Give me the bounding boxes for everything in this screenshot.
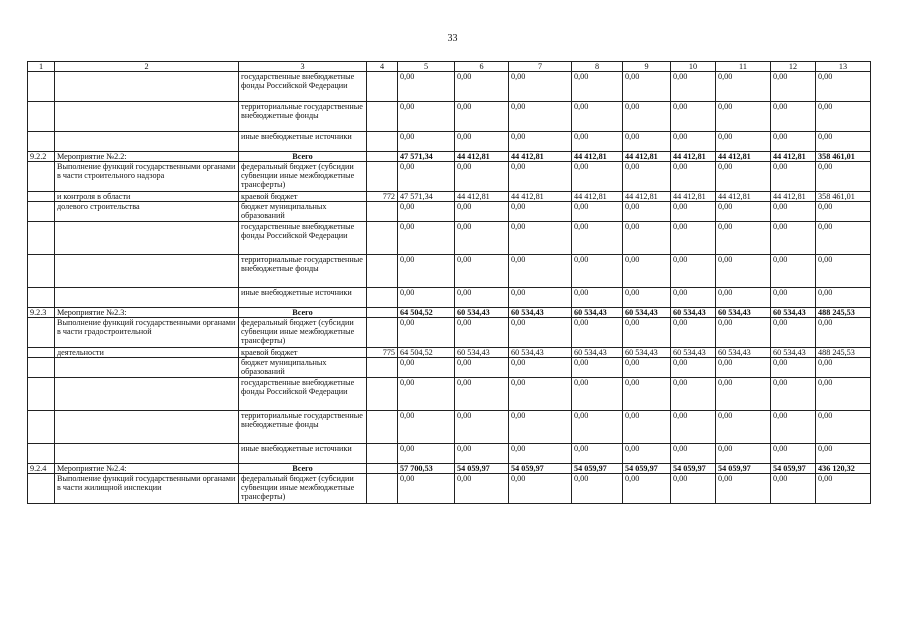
value-cell: 0,00	[716, 288, 771, 308]
total-row	[28, 152, 871, 162]
value-cell: 54 059,97	[455, 464, 509, 474]
value-cell: 0,00	[455, 222, 509, 255]
value-cell: 60 534,43	[455, 308, 509, 318]
budget-code	[367, 202, 398, 222]
value-cell: 0,00	[816, 444, 871, 464]
value-cell: 0,00	[398, 202, 455, 222]
row-code	[28, 192, 55, 202]
value-cell: 0,00	[816, 202, 871, 222]
funding-source: федеральный бюджет (субсидии субвенции иные межбюджетные трансферты)	[239, 162, 367, 192]
value-cell: 358 461,01	[816, 192, 871, 202]
value-cell: 64 504,52	[398, 308, 455, 318]
value-cell: 54 059,97	[771, 464, 816, 474]
value-cell: 0,00	[671, 222, 716, 255]
value-cell: 0,00	[398, 318, 455, 348]
value-cell: 60 534,43	[771, 348, 816, 358]
activity-name	[55, 72, 239, 102]
value-cell: 0,00	[455, 378, 509, 411]
budget-code	[367, 288, 398, 308]
value-cell: 54 059,97	[509, 464, 572, 474]
value-cell: 0,00	[509, 162, 572, 192]
activity-name	[55, 102, 239, 132]
value-cell: 60 534,43	[671, 308, 716, 318]
value-cell: 44 412,81	[771, 192, 816, 202]
value-cell: 0,00	[716, 318, 771, 348]
column-header: 11	[716, 62, 771, 72]
value-cell: 0,00	[398, 102, 455, 132]
value-cell: 0,00	[509, 72, 572, 102]
value-cell: 54 059,97	[572, 464, 623, 474]
row-code	[28, 444, 55, 464]
row-code	[28, 474, 55, 504]
value-cell: 358 461,01	[816, 152, 871, 162]
value-cell: 0,00	[455, 72, 509, 102]
value-cell: 0,00	[572, 318, 623, 348]
funding-source: иные внебюджетные источники	[239, 132, 367, 152]
value-cell: 64 504,52	[398, 348, 455, 358]
column-header: 8	[572, 62, 623, 72]
value-cell: 0,00	[623, 411, 671, 444]
row-code	[28, 318, 55, 348]
funding-source: территориальные государственные внебюджетные фонды	[239, 255, 367, 288]
value-cell: 0,00	[398, 72, 455, 102]
budget-table	[27, 61, 871, 504]
value-cell: 0,00	[572, 378, 623, 411]
value-cell: 0,00	[623, 72, 671, 102]
row-code	[28, 358, 55, 378]
table-row	[28, 132, 871, 152]
value-cell: 44 412,81	[623, 152, 671, 162]
funding-source: Всего	[239, 308, 367, 318]
activity-name	[55, 411, 239, 444]
table-row	[28, 255, 871, 288]
table-row	[28, 318, 871, 348]
value-cell: 0,00	[771, 318, 816, 348]
value-cell: 0,00	[623, 222, 671, 255]
value-cell: 0,00	[509, 444, 572, 464]
value-cell: 0,00	[771, 288, 816, 308]
value-cell: 44 412,81	[623, 192, 671, 202]
value-cell: 44 412,81	[771, 152, 816, 162]
value-cell: 0,00	[816, 255, 871, 288]
value-cell: 0,00	[455, 444, 509, 464]
value-cell: 488 245,53	[816, 308, 871, 318]
column-header: 4	[367, 62, 398, 72]
row-code	[28, 255, 55, 288]
column-header: 13	[816, 62, 871, 72]
value-cell: 0,00	[455, 318, 509, 348]
column-header: 1	[28, 62, 55, 72]
value-cell: 0,00	[816, 102, 871, 132]
value-cell: 60 534,43	[623, 348, 671, 358]
value-cell: 0,00	[509, 358, 572, 378]
value-cell: 0,00	[623, 255, 671, 288]
activity-name	[55, 444, 239, 464]
value-cell: 0,00	[572, 444, 623, 464]
value-cell: 0,00	[623, 378, 671, 411]
budget-code	[367, 72, 398, 102]
value-cell: 0,00	[816, 474, 871, 504]
value-cell: 57 700,53	[398, 464, 455, 474]
value-cell: 0,00	[623, 474, 671, 504]
column-header: 3	[239, 62, 367, 72]
value-cell: 0,00	[671, 358, 716, 378]
value-cell: 0,00	[572, 132, 623, 152]
header-row	[28, 62, 871, 72]
value-cell: 0,00	[816, 288, 871, 308]
value-cell: 44 412,81	[572, 192, 623, 202]
value-cell: 0,00	[398, 378, 455, 411]
value-cell: 0,00	[716, 132, 771, 152]
value-cell: 0,00	[572, 222, 623, 255]
value-cell: 0,00	[455, 132, 509, 152]
value-cell: 0,00	[509, 255, 572, 288]
value-cell: 0,00	[716, 255, 771, 288]
row-code	[28, 72, 55, 102]
value-cell: 60 534,43	[716, 308, 771, 318]
total-row	[28, 308, 871, 318]
activity-name	[55, 132, 239, 152]
value-cell: 436 120,32	[816, 464, 871, 474]
value-cell: 0,00	[398, 132, 455, 152]
table-row	[28, 378, 871, 411]
budget-code	[367, 132, 398, 152]
activity-name: Мероприятие №2.4:	[55, 464, 239, 474]
value-cell: 0,00	[671, 288, 716, 308]
value-cell: 0,00	[509, 222, 572, 255]
value-cell: 0,00	[671, 72, 716, 102]
row-code	[28, 222, 55, 255]
value-cell: 0,00	[398, 255, 455, 288]
value-cell: 44 412,81	[671, 192, 716, 202]
activity-name: Мероприятие №2.2:	[55, 152, 239, 162]
value-cell: 0,00	[771, 358, 816, 378]
value-cell: 0,00	[509, 132, 572, 152]
value-cell: 44 412,81	[455, 192, 509, 202]
budget-code	[367, 152, 398, 162]
column-header: 12	[771, 62, 816, 72]
row-code	[28, 288, 55, 308]
activity-name: Выполнение функций государственными органами в части градостроительной	[55, 318, 239, 348]
activity-name	[55, 288, 239, 308]
activity-name	[55, 378, 239, 411]
value-cell: 60 534,43	[509, 308, 572, 318]
value-cell: 0,00	[716, 102, 771, 132]
value-cell: 0,00	[671, 318, 716, 348]
value-cell: 0,00	[623, 162, 671, 192]
value-cell: 0,00	[671, 202, 716, 222]
value-cell: 0,00	[816, 318, 871, 348]
value-cell: 488 245,53	[816, 348, 871, 358]
funding-source: территориальные государственные внебюджетные фонды	[239, 411, 367, 444]
value-cell: 0,00	[771, 132, 816, 152]
value-cell: 0,00	[771, 378, 816, 411]
value-cell: 0,00	[623, 358, 671, 378]
funding-source: бюджет муниципальных образований	[239, 358, 367, 378]
value-cell: 0,00	[771, 474, 816, 504]
value-cell: 0,00	[572, 72, 623, 102]
value-cell: 0,00	[623, 444, 671, 464]
column-header: 2	[55, 62, 239, 72]
value-cell: 0,00	[671, 255, 716, 288]
row-code: 9.2.2	[28, 152, 55, 162]
activity-name: Мероприятие №2.3:	[55, 308, 239, 318]
value-cell: 0,00	[716, 474, 771, 504]
activity-name: долевого строительства	[55, 202, 239, 222]
value-cell: 0,00	[509, 102, 572, 132]
table-row	[28, 288, 871, 308]
value-cell: 0,00	[398, 288, 455, 308]
value-cell: 0,00	[771, 255, 816, 288]
row-code	[28, 378, 55, 411]
value-cell: 0,00	[623, 132, 671, 152]
value-cell: 0,00	[572, 288, 623, 308]
row-code	[28, 348, 55, 358]
value-cell: 0,00	[572, 474, 623, 504]
table-body	[28, 72, 871, 504]
value-cell: 60 534,43	[509, 348, 572, 358]
budget-code: 772	[367, 192, 398, 202]
value-cell: 0,00	[509, 202, 572, 222]
budget-code	[367, 444, 398, 464]
row-code	[28, 411, 55, 444]
value-cell: 0,00	[671, 411, 716, 444]
value-cell: 44 412,81	[716, 192, 771, 202]
column-header: 9	[623, 62, 671, 72]
value-cell: 0,00	[771, 202, 816, 222]
value-cell: 0,00	[671, 102, 716, 132]
value-cell: 0,00	[771, 162, 816, 192]
value-cell: 0,00	[771, 102, 816, 132]
activity-name: Выполнение функций государственными органами в части строительного надзора	[55, 162, 239, 192]
value-cell: 44 412,81	[509, 192, 572, 202]
value-cell: 0,00	[509, 318, 572, 348]
value-cell: 0,00	[816, 162, 871, 192]
budget-code	[367, 378, 398, 411]
value-cell: 0,00	[455, 202, 509, 222]
value-cell: 0,00	[509, 411, 572, 444]
value-cell: 0,00	[716, 72, 771, 102]
value-cell: 0,00	[455, 288, 509, 308]
value-cell: 0,00	[623, 288, 671, 308]
value-cell: 0,00	[816, 358, 871, 378]
value-cell: 54 059,97	[623, 464, 671, 474]
value-cell: 60 534,43	[771, 308, 816, 318]
table-row	[28, 474, 871, 504]
budget-code: 775	[367, 348, 398, 358]
table-row	[28, 72, 871, 102]
funding-source: иные внебюджетные источники	[239, 288, 367, 308]
table-row	[28, 411, 871, 444]
activity-name: деятельности	[55, 348, 239, 358]
row-code	[28, 102, 55, 132]
column-header: 5	[398, 62, 455, 72]
value-cell: 0,00	[816, 222, 871, 255]
value-cell: 0,00	[771, 222, 816, 255]
value-cell: 0,00	[572, 411, 623, 444]
value-cell: 47 571,34	[398, 152, 455, 162]
value-cell: 0,00	[455, 255, 509, 288]
value-cell: 0,00	[816, 72, 871, 102]
funding-source: иные внебюджетные источники	[239, 444, 367, 464]
value-cell: 0,00	[509, 474, 572, 504]
value-cell: 0,00	[716, 162, 771, 192]
value-cell: 60 534,43	[671, 348, 716, 358]
funding-source: бюджет муниципальных образований	[239, 202, 367, 222]
value-cell: 0,00	[816, 132, 871, 152]
row-code: 9.2.3	[28, 308, 55, 318]
value-cell: 0,00	[398, 474, 455, 504]
value-cell: 0,00	[398, 162, 455, 192]
budget-code	[367, 162, 398, 192]
value-cell: 44 412,81	[509, 152, 572, 162]
value-cell: 0,00	[398, 444, 455, 464]
page-number: 33	[447, 33, 458, 44]
activity-name	[55, 358, 239, 378]
value-cell: 0,00	[671, 378, 716, 411]
value-cell: 44 412,81	[716, 152, 771, 162]
column-header: 6	[455, 62, 509, 72]
funding-source: краевой бюджет	[239, 348, 367, 358]
value-cell: 0,00	[671, 132, 716, 152]
value-cell: 60 534,43	[572, 308, 623, 318]
value-cell: 0,00	[509, 378, 572, 411]
value-cell: 44 412,81	[671, 152, 716, 162]
funding-source: государственные внебюджетные фонды Российской Федерации	[239, 72, 367, 102]
value-cell: 0,00	[455, 358, 509, 378]
budget-code	[367, 308, 398, 318]
value-cell: 0,00	[771, 411, 816, 444]
value-cell: 0,00	[455, 162, 509, 192]
value-cell: 44 412,81	[572, 152, 623, 162]
value-cell: 0,00	[716, 444, 771, 464]
activity-name: Выполнение функций государственными органами в части жилищной инспекции	[55, 474, 239, 504]
funding-source: федеральный бюджет (субсидии субвенции иные межбюджетные трансферты)	[239, 474, 367, 504]
budget-code	[367, 318, 398, 348]
table-row	[28, 348, 871, 358]
value-cell: 54 059,97	[671, 464, 716, 474]
funding-source: краевой бюджет	[239, 192, 367, 202]
value-cell: 0,00	[572, 255, 623, 288]
value-cell: 0,00	[398, 411, 455, 444]
table-row	[28, 162, 871, 192]
value-cell: 0,00	[771, 72, 816, 102]
budget-code	[367, 222, 398, 255]
table-row	[28, 358, 871, 378]
funding-source: государственные внебюджетные фонды Российской Федерации	[239, 222, 367, 255]
value-cell: 0,00	[716, 378, 771, 411]
funding-source: территориальные государственные внебюджетные фонды	[239, 102, 367, 132]
row-code	[28, 202, 55, 222]
activity-name	[55, 222, 239, 255]
value-cell: 0,00	[455, 102, 509, 132]
value-cell: 0,00	[572, 162, 623, 192]
budget-code	[367, 411, 398, 444]
table-row	[28, 202, 871, 222]
budget-code	[367, 102, 398, 132]
value-cell: 60 534,43	[716, 348, 771, 358]
value-cell: 0,00	[572, 202, 623, 222]
funding-source: Всего	[239, 464, 367, 474]
value-cell: 60 534,43	[623, 308, 671, 318]
value-cell: 0,00	[398, 358, 455, 378]
budget-code	[367, 255, 398, 288]
column-header: 10	[671, 62, 716, 72]
row-code	[28, 132, 55, 152]
table-row	[28, 444, 871, 464]
activity-name	[55, 255, 239, 288]
value-cell: 0,00	[816, 411, 871, 444]
funding-source: федеральный бюджет (субсидии субвенции иные межбюджетные трансферты)	[239, 318, 367, 348]
table-row	[28, 192, 871, 202]
value-cell: 0,00	[716, 202, 771, 222]
value-cell: 0,00	[455, 474, 509, 504]
value-cell: 0,00	[398, 222, 455, 255]
value-cell: 0,00	[623, 318, 671, 348]
value-cell: 0,00	[623, 202, 671, 222]
value-cell: 0,00	[455, 411, 509, 444]
value-cell: 47 571,34	[398, 192, 455, 202]
value-cell: 60 534,43	[572, 348, 623, 358]
value-cell: 0,00	[671, 444, 716, 464]
row-code	[28, 162, 55, 192]
value-cell: 0,00	[816, 378, 871, 411]
value-cell: 0,00	[716, 411, 771, 444]
value-cell: 54 059,97	[716, 464, 771, 474]
value-cell: 0,00	[771, 444, 816, 464]
activity-name: и контроля в области	[55, 192, 239, 202]
value-cell: 0,00	[572, 358, 623, 378]
value-cell: 0,00	[572, 102, 623, 132]
value-cell: 0,00	[716, 358, 771, 378]
value-cell: 0,00	[671, 162, 716, 192]
value-cell: 0,00	[716, 222, 771, 255]
funding-source: государственные внебюджетные фонды Российской Федерации	[239, 378, 367, 411]
value-cell: 0,00	[509, 288, 572, 308]
value-cell: 0,00	[623, 102, 671, 132]
column-header: 7	[509, 62, 572, 72]
value-cell: 44 412,81	[455, 152, 509, 162]
budget-code	[367, 464, 398, 474]
budget-code	[367, 474, 398, 504]
value-cell: 60 534,43	[455, 348, 509, 358]
total-row	[28, 464, 871, 474]
row-code: 9.2.4	[28, 464, 55, 474]
funding-source: Всего	[239, 152, 367, 162]
budget-code	[367, 358, 398, 378]
table-row	[28, 102, 871, 132]
value-cell: 0,00	[671, 474, 716, 504]
table-row	[28, 222, 871, 255]
